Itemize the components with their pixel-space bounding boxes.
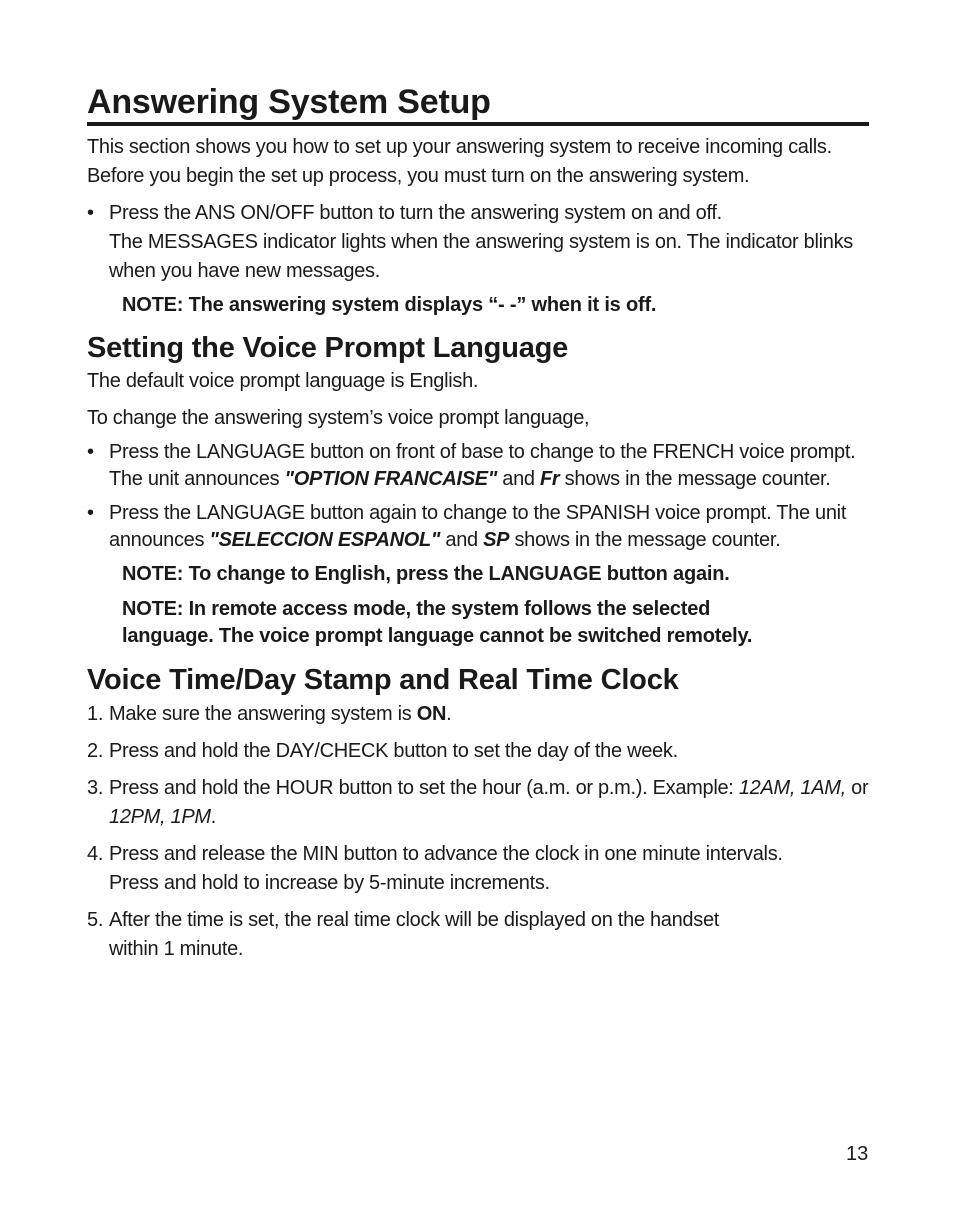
- step4-line2: Press and hold to increase by 5-minute increments.: [109, 872, 550, 894]
- intro-paragraph: This section shows you how to set up your answering system to receive incoming calls. Before you begin the set up process, you must turn on the answering system.: [87, 136, 832, 187]
- french-bullet: [87, 439, 869, 493]
- french-text: Press the LANGUAGE button on front of base to change to the FRENCH voice prompt. The unit announces: [109, 441, 856, 490]
- page-number: 13: [846, 1143, 869, 1165]
- note-off: NOTE: The answering system displays “- -” when it is off.: [122, 294, 657, 316]
- page-content: [87, 82, 869, 964]
- note-english: NOTE: To change to English, press the LANGUAGE button again.: [122, 563, 730, 585]
- french-announcement: "OPTION FRANCAISE": [284, 468, 498, 490]
- clock-step-5: [87, 906, 869, 964]
- step3-example-am: 12AM, 1AM,: [738, 777, 846, 799]
- step-number: 2.: [87, 740, 104, 762]
- language-change-text: To change the answering system’s voice prompt language,: [87, 407, 590, 429]
- step3-or: or: [845, 777, 869, 799]
- step1-post: .: [446, 703, 452, 725]
- spanish-code: SP: [483, 529, 510, 551]
- step5-line1: After the time is set, the real time clock will be displayed on the handset: [109, 909, 720, 931]
- section-heading-clock: Voice Time/Day Stamp and Real Time Clock: [87, 664, 679, 696]
- step5-line2: within 1 minute.: [109, 938, 244, 960]
- clock-step-2: [87, 737, 869, 766]
- section-heading-language: Setting the Voice Prompt Language: [87, 332, 569, 364]
- french-and: and: [497, 468, 540, 490]
- step4-line1: Press and release the MIN button to advance the clock in one minute intervals.: [109, 843, 783, 865]
- clock-step-1: [87, 700, 869, 729]
- step-number: 5.: [87, 909, 104, 931]
- step1-text: Make sure the answering system is: [109, 703, 417, 725]
- step3-post: .: [210, 806, 217, 828]
- spanish-text: Press the LANGUAGE button again to change to the SPANISH voice prompt. The unit announces: [109, 502, 847, 551]
- spanish-post: shows in the message counter.: [509, 529, 781, 551]
- page-title: Answering System Setup: [87, 82, 869, 126]
- step-number: 1.: [87, 703, 104, 725]
- step2-text: Press and hold the DAY/CHECK button to set the day of the week.: [109, 740, 678, 762]
- french-code: Fr: [540, 468, 560, 490]
- french-post: shows in the message counter.: [559, 468, 831, 490]
- step1-on: ON: [416, 703, 447, 725]
- spanish-bullet: [87, 500, 869, 554]
- ans-bullet-line1: Press the ANS ON/OFF button to turn the answering system on and off.: [109, 202, 722, 224]
- ans-onoff-bullet: [87, 199, 869, 286]
- language-default-text: The default voice prompt language is English.: [87, 370, 479, 392]
- note-remote: NOTE: In remote access mode, the system follows the selected language. The voice prompt language cannot be switched remotely.: [122, 598, 753, 647]
- step3-text: Press and hold the HOUR button to set the hour (a.m. or p.m.). Example:: [109, 777, 739, 799]
- clock-step-3: [87, 774, 869, 832]
- spanish-and: and: [440, 529, 484, 551]
- step-number: 4.: [87, 843, 104, 865]
- step-number: 3.: [87, 777, 104, 799]
- step3-example-pm: 12PM, 1PM: [109, 806, 211, 828]
- clock-step-4: [87, 840, 869, 898]
- spanish-announcement: "SELECCION ESPANOL": [209, 529, 441, 551]
- ans-bullet-line2: The MESSAGES indicator lights when the answering system is on. The indicator blinks when you have new messages.: [109, 231, 853, 282]
